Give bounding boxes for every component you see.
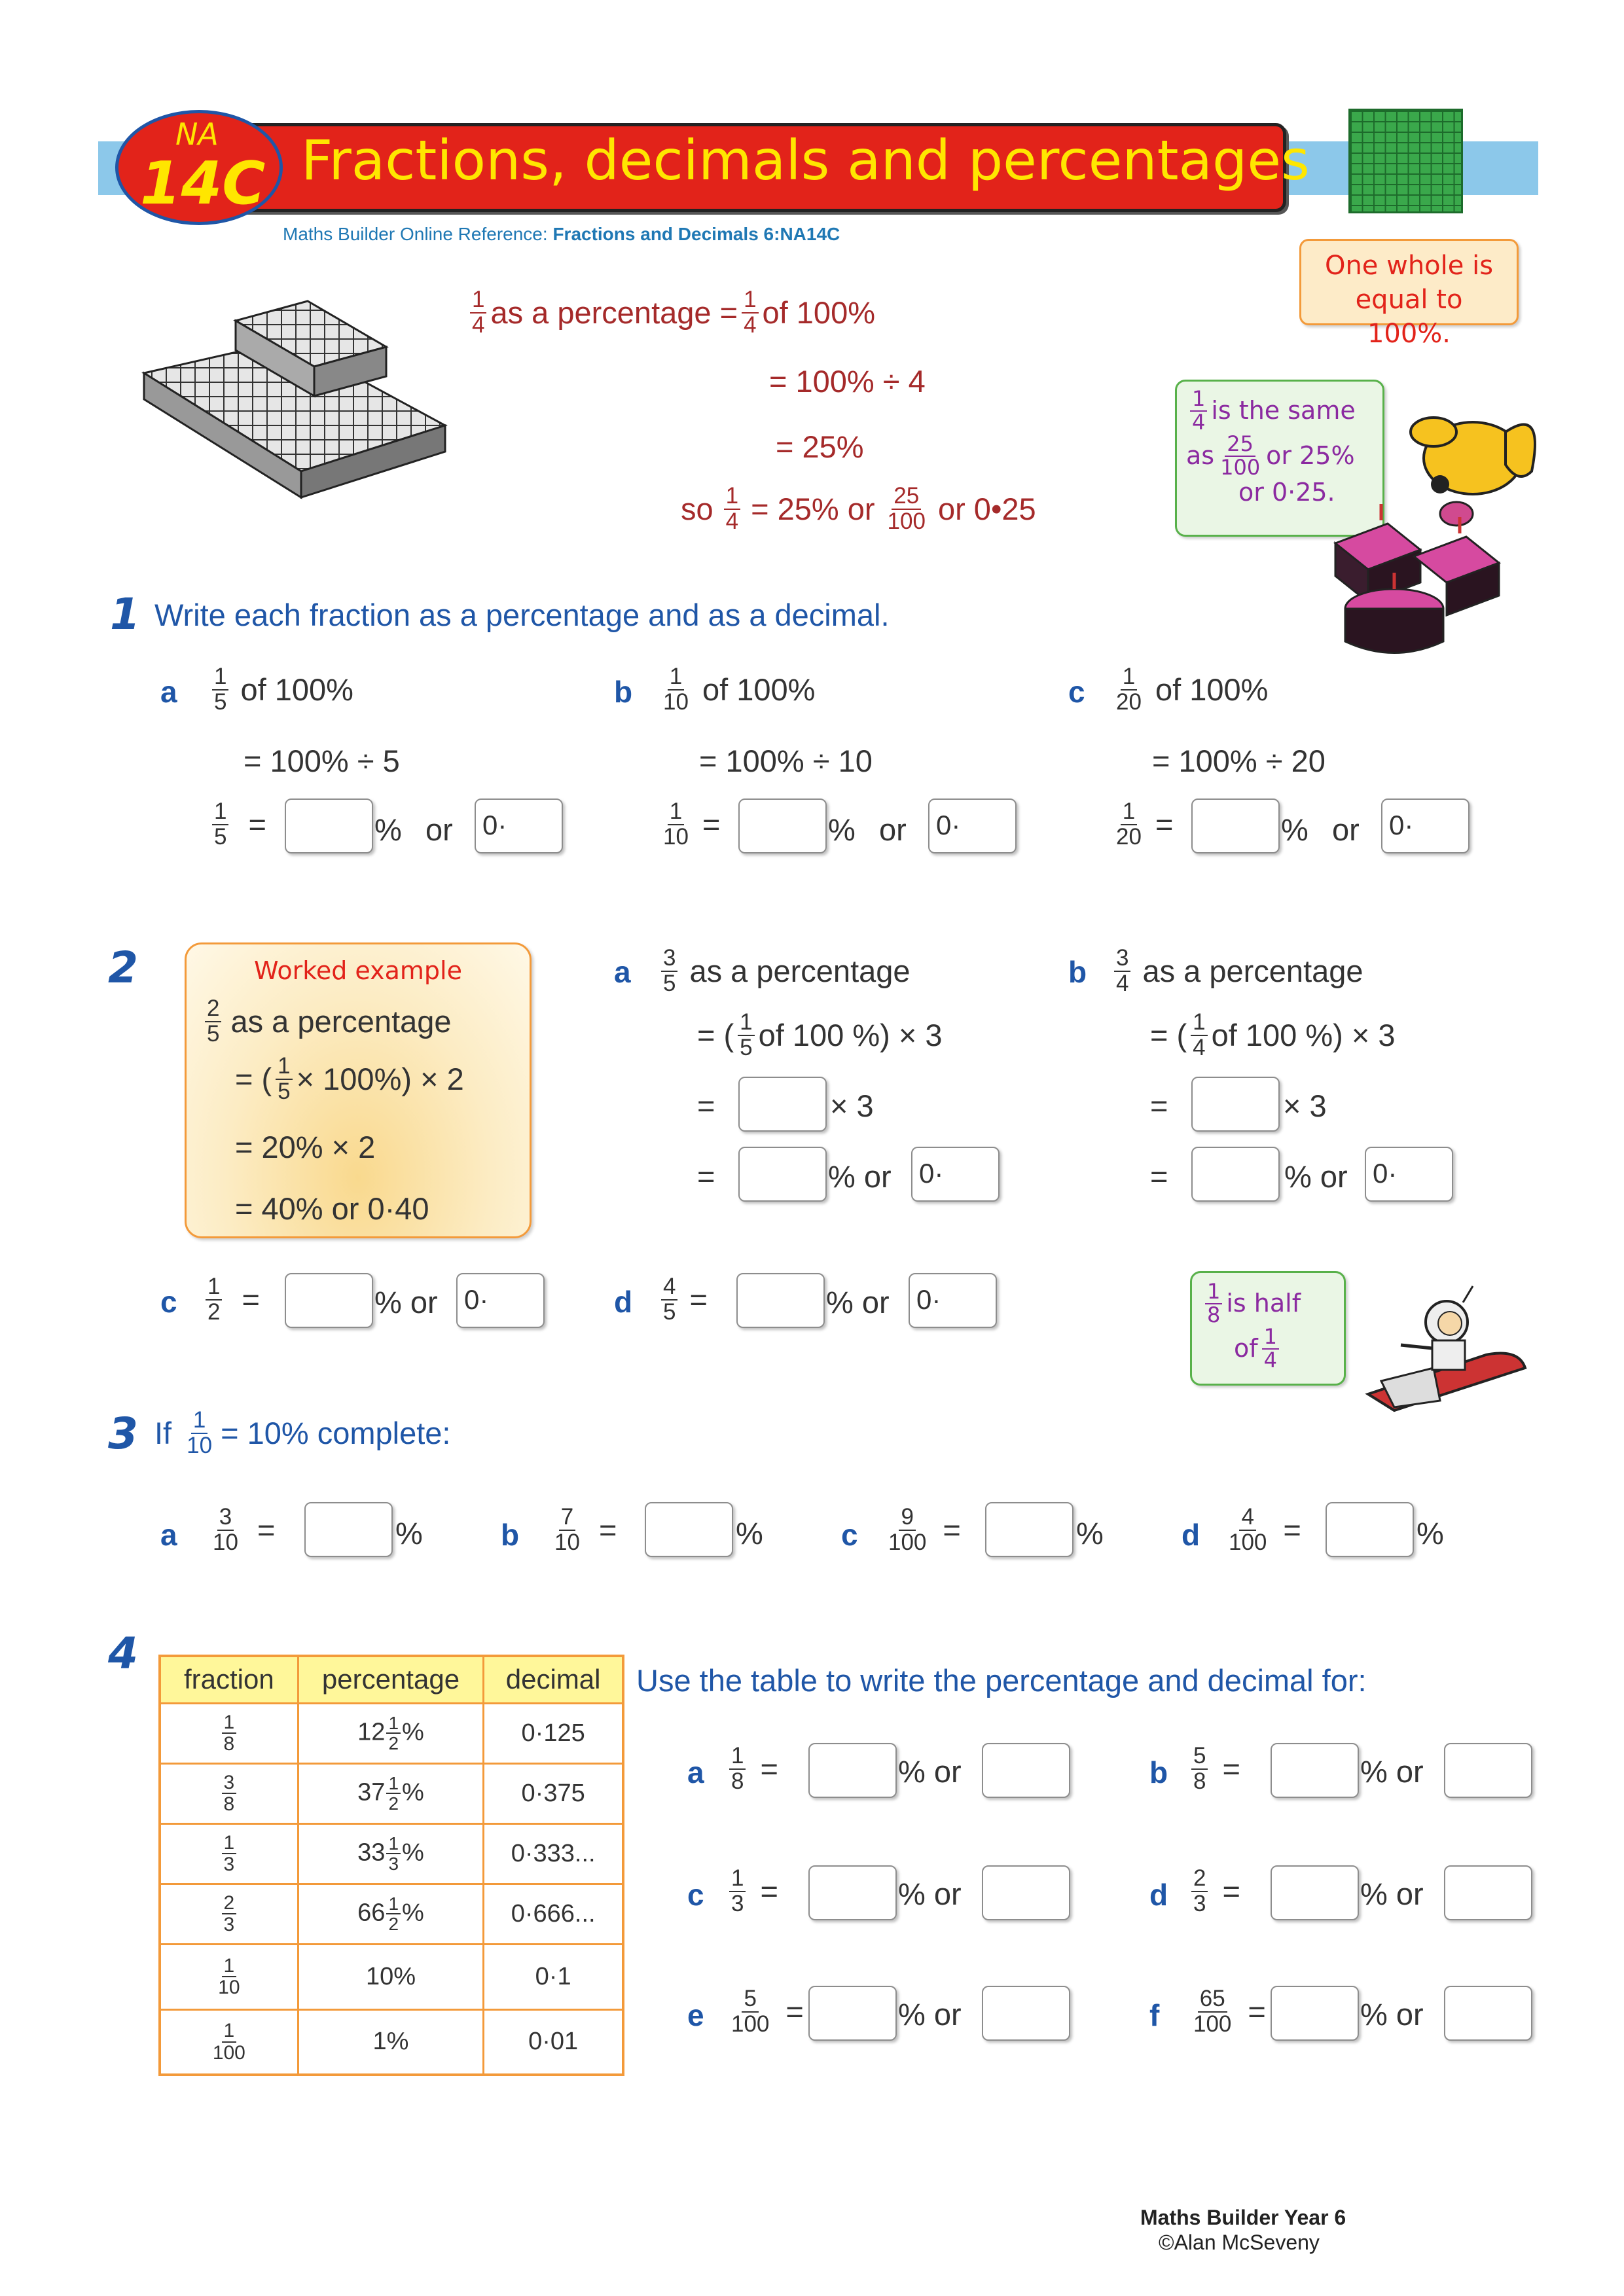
- percent-or-label: % or: [1360, 1997, 1424, 2032]
- equals-sign: =: [1150, 1159, 1168, 1194]
- or-label: or: [879, 812, 907, 847]
- percent-sign: %: [736, 1516, 763, 1551]
- intro-line-4: so $\frac{1}{4}$ = 25% or $\frac{25}{100}$ or 0•25: [681, 483, 1036, 534]
- percentage-answer-box[interactable]: [808, 1743, 897, 1798]
- q3-instruction: If $\frac{1}{10}$ = 10% complete:: [154, 1407, 451, 1458]
- percentage-answer-box[interactable]: [985, 1502, 1074, 1557]
- q1a-answer: $\frac{1}{5}$ =: [208, 800, 266, 850]
- q1b-fraction: $\frac{1}{10}$ of 100%: [663, 664, 816, 715]
- q2b-line-2: = ( $\frac{1}{4}$ of 100 %) × 3: [1150, 1009, 1396, 1060]
- percent-sign: %: [1076, 1516, 1104, 1551]
- q3d-fraction: $\frac{4}{100}$ =: [1229, 1504, 1301, 1555]
- item-letter: c: [160, 1285, 177, 1319]
- decimal-answer-box[interactable]: 0·: [909, 1273, 997, 1328]
- table-row: [160, 1823, 623, 1884]
- q3c-fraction: $\frac{9}{100}$ =: [888, 1504, 961, 1555]
- percentage-answer-box[interactable]: [738, 1077, 827, 1132]
- table-cell: 0·333...: [484, 1823, 623, 1884]
- footer-book-title: Maths Builder Year 6: [1140, 2206, 1346, 2229]
- astronaut-rocket-image: [1355, 1283, 1532, 1414]
- equals-sign: =: [697, 1159, 715, 1194]
- worked-line-4: = 40% or 0·40: [235, 1191, 429, 1226]
- percentage-answer-box[interactable]: [738, 1147, 827, 1202]
- decimal-answer-box[interactable]: 0·: [456, 1273, 545, 1328]
- item-letter: d: [614, 1285, 633, 1319]
- percentage-answer-box[interactable]: [736, 1273, 825, 1328]
- dog-with-cakes-image: [1309, 393, 1558, 668]
- percentage-answer-box[interactable]: [285, 798, 373, 853]
- table-cell: 10%: [298, 1944, 484, 2009]
- page-title: Fractions, decimals and percentages: [301, 128, 1310, 192]
- or-label: or: [425, 812, 453, 847]
- percent-or-label: % or: [898, 1997, 962, 2032]
- percentage-answer-box[interactable]: [1271, 1743, 1359, 1798]
- table-cell: $\frac{1}{3}$: [160, 1823, 298, 1884]
- q2d-fraction: $\frac{4}{5}$ =: [657, 1275, 708, 1325]
- item-letter: c: [841, 1518, 858, 1552]
- times-three: × 3: [830, 1088, 874, 1123]
- decimal-answer-box[interactable]: 0·: [1365, 1147, 1453, 1202]
- equals-sign: =: [697, 1088, 715, 1123]
- q2b-prompt: $\frac{3}{4}$ as a percentage: [1110, 946, 1363, 996]
- badge-strand: NA: [175, 117, 219, 152]
- table-row: [160, 1763, 623, 1823]
- item-letter: a: [614, 955, 631, 989]
- q2a-line-2: = ( $\frac{1}{5}$ of 100 %) × 3: [697, 1009, 943, 1060]
- percentage-answer-box[interactable]: [808, 1865, 897, 1920]
- item-letter: e: [687, 1998, 704, 2032]
- intro-line-1: $\frac{1}{4}$ as a percentage = $\frac{1}{4}$ of 100%: [466, 288, 875, 338]
- percent-or-label: % or: [828, 1159, 892, 1194]
- decimal-answer-box[interactable]: [1444, 1986, 1532, 2041]
- percent-sign: %: [1416, 1516, 1444, 1551]
- table-header: fraction: [160, 1656, 298, 1703]
- table-cell: $\frac{2}{3}$: [160, 1884, 298, 1944]
- table-cell: 0·01: [484, 2009, 623, 2075]
- q1-instruction: Write each fraction as a percentage and as a decimal.: [154, 598, 890, 632]
- item-letter: b: [501, 1518, 520, 1552]
- worked-line-2: = ( $\frac{1}{5}$ × 100%) × 2: [235, 1053, 464, 1104]
- question-number: 4: [108, 1628, 138, 1679]
- q4-item-fraction: $\frac{5}{8}$ =: [1187, 1744, 1240, 1794]
- note-one-whole: One whole is equal to 100%.: [1299, 239, 1519, 325]
- percent-or-label: % or: [374, 1285, 438, 1319]
- table-cell: 12 $\frac{1}{2}$ %: [298, 1703, 484, 1763]
- q4-item-fraction: $\frac{2}{3}$ =: [1187, 1867, 1240, 1916]
- decimal-answer-box[interactable]: 0·: [475, 798, 563, 853]
- q1b-answer: $\frac{1}{10}$ =: [663, 798, 721, 850]
- table-cell: $\frac{1}{100}$: [160, 2009, 298, 2075]
- percent-or-label: % or: [1360, 1876, 1424, 1911]
- percentage-answer-box[interactable]: [808, 1986, 897, 2041]
- table-cell: $\frac{3}{8}$: [160, 1763, 298, 1823]
- table-header: percentage: [298, 1656, 484, 1703]
- online-reference: Maths Builder Online Reference: Fractions and Decimals 6:NA14C: [283, 224, 840, 244]
- table-cell: $\frac{1}{10}$: [160, 1944, 298, 2009]
- conversion-table: [158, 1655, 624, 2076]
- worked-line-3: = 20% × 2: [235, 1130, 376, 1164]
- table-cell: 37 $\frac{1}{2}$ %: [298, 1763, 484, 1823]
- table-cell: 66 $\frac{1}{2}$ %: [298, 1884, 484, 1944]
- decimal-answer-box[interactable]: [982, 1743, 1070, 1798]
- table-row: [160, 1944, 623, 2009]
- item-letter: a: [160, 675, 177, 709]
- percent-or-label: % or: [1284, 1159, 1348, 1194]
- decimal-answer-box[interactable]: 0·: [1381, 798, 1470, 853]
- item-letter: b: [1149, 1755, 1168, 1789]
- q4-item-fraction: $\frac{1}{8}$ =: [725, 1744, 778, 1794]
- percent-or-label: % or: [898, 1876, 962, 1911]
- q1c-answer: $\frac{1}{20}$ =: [1116, 798, 1174, 850]
- intro-line-2: = 100% ÷ 4: [769, 364, 926, 399]
- fraction-quarter: $\frac{1}{4}$: [742, 288, 758, 338]
- decimal-answer-box[interactable]: [982, 1865, 1070, 1920]
- percent-sign: %: [828, 812, 856, 847]
- table-cell: 1%: [298, 2009, 484, 2075]
- table-row: [160, 2009, 623, 2075]
- percent-sign: %: [374, 812, 402, 847]
- percent-sign: %: [395, 1516, 423, 1551]
- item-letter: a: [160, 1518, 177, 1552]
- worked-example-box: [185, 942, 532, 1238]
- worked-line-1: $\frac{2}{5}$ as a percentage: [201, 997, 452, 1047]
- table-cell: 33 $\frac{1}{3}$ %: [298, 1823, 484, 1884]
- table-cell: $\frac{1}{8}$: [160, 1703, 298, 1763]
- times-three: × 3: [1283, 1088, 1327, 1123]
- reference-link[interactable]: Fractions and Decimals 6:NA14C: [552, 224, 840, 244]
- note-quarter-same: $\frac{1}{4}$ is the same as $\frac{25}{100}$ or 25% or 0·25.: [1175, 380, 1384, 537]
- item-letter: c: [1068, 675, 1085, 709]
- q1c-step: = 100% ÷ 20: [1152, 744, 1326, 778]
- percentage-answer-box[interactable]: [304, 1502, 393, 1557]
- q4-item-fraction: $\frac{5}{100}$ =: [731, 1986, 804, 2037]
- item-letter: f: [1149, 1998, 1160, 2032]
- q4-item-fraction: $\frac{1}{3}$ =: [725, 1867, 778, 1916]
- percentage-answer-box[interactable]: [1191, 1077, 1280, 1132]
- percentage-answer-box[interactable]: [645, 1502, 733, 1557]
- table-header: decimal: [484, 1656, 623, 1703]
- question-number: 1: [110, 589, 140, 639]
- q2c-fraction: $\frac{1}{2}$ =: [202, 1275, 260, 1325]
- q4-instruction: Use the table to write the percentage and decimal for:: [636, 1663, 1367, 1698]
- worked-example-title: Worked example: [253, 956, 462, 985]
- table-row: [160, 1703, 623, 1763]
- q2a-prompt: $\frac{3}{5}$ as a percentage: [657, 946, 911, 996]
- hundred-grid-icon: [1348, 109, 1463, 213]
- item-letter: d: [1149, 1878, 1168, 1912]
- q1b-step: = 100% ÷ 10: [699, 744, 873, 778]
- footer-copyright: ©Alan McSeveny: [1159, 2231, 1320, 2254]
- note-eighth-half: $\frac{1}{8}$ is half of $\frac{1}{4}$: [1190, 1271, 1346, 1386]
- item-letter: b: [614, 675, 633, 709]
- item-letter: b: [1068, 955, 1087, 989]
- base-ten-blocks-image: [137, 281, 452, 543]
- table-cell: 0·666...: [484, 1884, 623, 1944]
- or-label: or: [1332, 812, 1360, 847]
- q3b-fraction: $\frac{7}{10}$ =: [554, 1504, 617, 1555]
- percentage-answer-box[interactable]: [1326, 1502, 1414, 1557]
- fraction-quarter: $\frac{1}{4}$: [470, 288, 486, 338]
- percentage-answer-box[interactable]: [738, 798, 827, 853]
- equals-sign: =: [1150, 1088, 1168, 1123]
- table-row: [160, 1884, 623, 1944]
- item-letter: a: [687, 1755, 704, 1789]
- badge-code: 14C: [140, 149, 266, 218]
- percent-or-label: % or: [826, 1285, 890, 1319]
- question-number: 2: [108, 942, 138, 993]
- percentage-answer-box[interactable]: [285, 1273, 373, 1328]
- q1a-step: = 100% ÷ 5: [244, 744, 400, 778]
- item-letter: d: [1182, 1518, 1200, 1552]
- table-cell: 0·375: [484, 1763, 623, 1823]
- decimal-answer-box[interactable]: [1444, 1743, 1532, 1798]
- q1a-fraction: $\frac{1}{5}$ of 100%: [208, 665, 353, 715]
- table-cell: 0·125: [484, 1703, 623, 1763]
- q1c-fraction: $\frac{1}{20}$ of 100%: [1116, 664, 1269, 715]
- percentage-answer-box[interactable]: [1271, 1865, 1359, 1920]
- percent-sign: %: [1281, 812, 1308, 847]
- percentage-answer-box[interactable]: [1271, 1986, 1359, 2041]
- question-number: 3: [108, 1408, 138, 1459]
- percentage-answer-box[interactable]: [1191, 798, 1280, 853]
- percent-or-label: % or: [898, 1754, 962, 1789]
- table-cell: 0·1: [484, 1944, 623, 2009]
- percentage-answer-box[interactable]: [1191, 1147, 1280, 1202]
- item-letter: c: [687, 1878, 704, 1912]
- decimal-answer-box[interactable]: [982, 1986, 1070, 2041]
- percent-or-label: % or: [1360, 1754, 1424, 1789]
- decimal-answer-box[interactable]: 0·: [928, 798, 1017, 853]
- intro-line-3: = 25%: [776, 429, 864, 464]
- q3a-fraction: $\frac{3}{10}$ =: [213, 1504, 276, 1555]
- decimal-answer-box[interactable]: [1444, 1865, 1532, 1920]
- decimal-answer-box[interactable]: 0·: [911, 1147, 1000, 1202]
- q4-item-fraction: $\frac{65}{100}$ =: [1193, 1986, 1266, 2037]
